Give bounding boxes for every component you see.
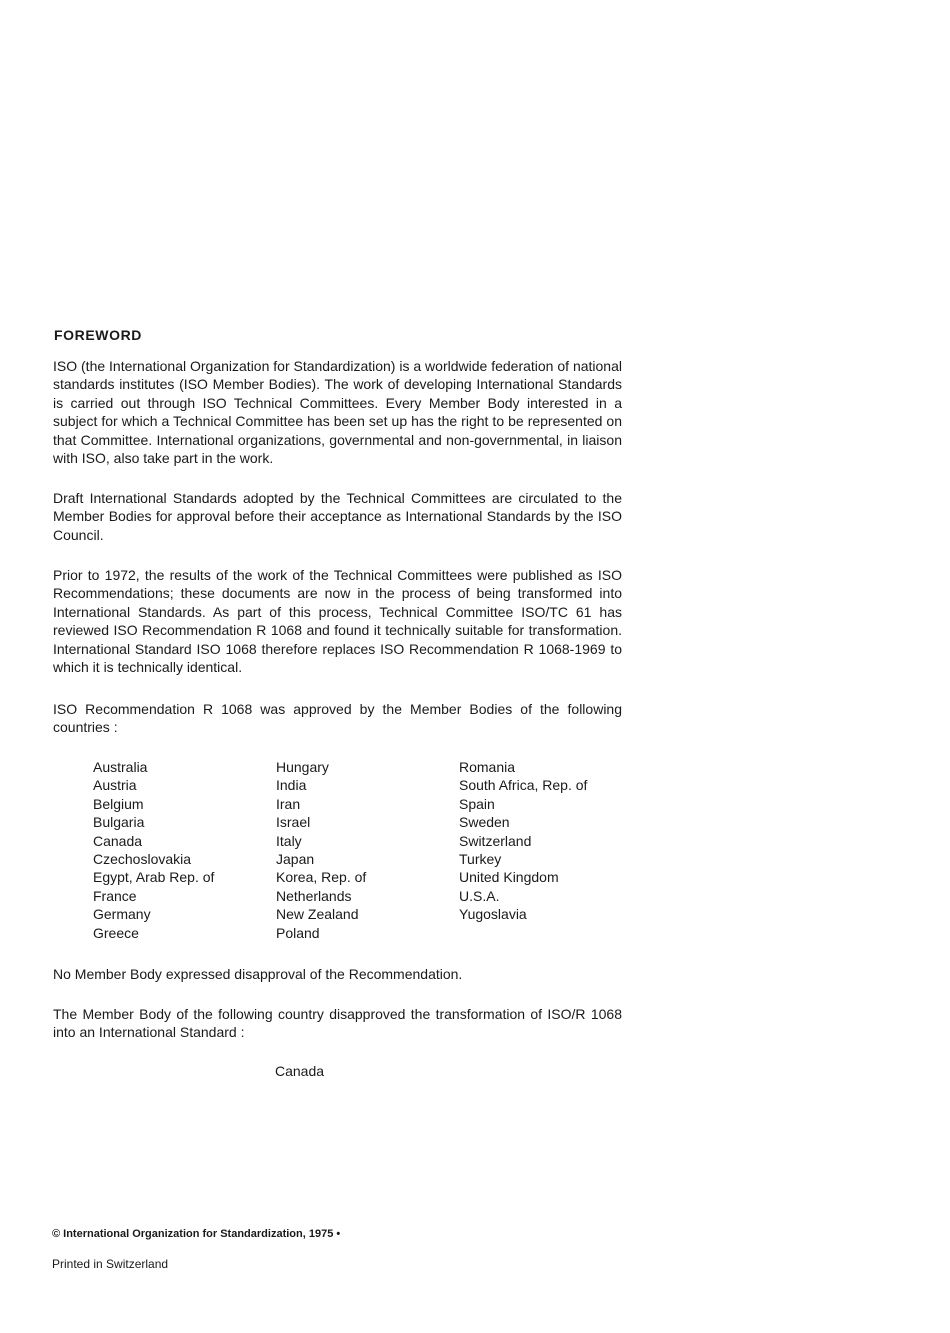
disapproving-country: Canada bbox=[275, 1063, 325, 1079]
country-item: Turkey bbox=[459, 851, 502, 868]
country-item: Italy bbox=[276, 832, 302, 849]
country-item: Korea, Rep. of bbox=[276, 869, 367, 886]
printed-in-notice: Printed in Switzerland bbox=[52, 1257, 169, 1271]
paragraph-transformation: Prior to 1972, the results of the work of the Technical Committees were published as ISO Recommendations; these documents are now in the process of being transformed into International Standards. As part of this process, Technical Committee ISO/TC 61 has reviewed ISO Recommendation R 1068 and found it technically suitable for transformation. International Standard ISO 1068 therefore replaces ISO Recommendation R 1068-1969 to which it is technically identical. bbox=[53, 567, 622, 676]
country-item: Australia bbox=[93, 759, 148, 775]
country-item: Switzerland bbox=[459, 832, 532, 849]
country-item: Iran bbox=[276, 795, 301, 812]
country-item: Japan bbox=[276, 851, 315, 868]
country-item: Austria bbox=[93, 777, 137, 794]
country-item: Israel bbox=[276, 814, 311, 831]
country-item: Yugoslavia bbox=[459, 906, 527, 923]
paragraph-no-disapproval: No Member Body expressed disapproval of the Recommendation. bbox=[53, 966, 463, 982]
country-item: France bbox=[93, 887, 137, 904]
country-item: Belgium bbox=[93, 795, 144, 812]
country-item: Hungary bbox=[276, 759, 329, 775]
country-item: U.S.A. bbox=[459, 887, 500, 904]
country-item: South Africa, Rep. of bbox=[459, 777, 588, 794]
foreword-heading: FOREWORD bbox=[54, 327, 143, 343]
country-item: Bulgaria bbox=[93, 814, 145, 831]
country-list-column-3 bbox=[459, 758, 587, 924]
paragraph-iso-intro: ISO (the International Organization for Standardization) is a worldwide federation of national standards institutes (ISO Member Bodies). The work of developing International Standards is carried out through ISO Technical Committees. Every Member Body interested in a subject for which a Technical Committee has been set up has the right to be represented on that Committee. International organizations, governmental and non-governmental, in liaison with ISO, also take part in the work. bbox=[53, 358, 622, 467]
country-item: Czechoslovakia bbox=[93, 851, 192, 868]
country-list-column-2 bbox=[276, 758, 366, 942]
country-item: Poland bbox=[276, 924, 320, 941]
country-item: India bbox=[276, 777, 307, 794]
paragraph-approval: ISO Recommendation R 1068 was approved by the Member Bodies of the following countries : bbox=[53, 701, 622, 736]
country-item: Germany bbox=[93, 906, 151, 923]
country-item: Spain bbox=[459, 795, 495, 812]
country-item: Egypt, Arab Rep. of bbox=[93, 869, 215, 886]
country-item: Netherlands bbox=[276, 887, 352, 904]
country-item: United Kingdom bbox=[459, 869, 559, 886]
country-item: New Zealand bbox=[276, 906, 359, 923]
copyright-notice: © International Organization for Standardization, 1975 • bbox=[52, 1228, 341, 1240]
paragraph-draft-standards: Draft International Standards adopted by the Technical Committees are circulated to the Member Bodies for approval before their acceptance as International Standards by the ISO Council. bbox=[53, 490, 622, 543]
paragraph-disapproval: The Member Body of the following country disapproved the transformation of ISO/R 1068 into an International Standard : bbox=[53, 1006, 622, 1041]
country-item: Canada bbox=[93, 832, 143, 849]
country-list-column-1 bbox=[93, 758, 214, 942]
country-item: Romania bbox=[459, 759, 516, 775]
country-item: Greece bbox=[93, 924, 139, 941]
country-item: Sweden bbox=[459, 814, 510, 831]
